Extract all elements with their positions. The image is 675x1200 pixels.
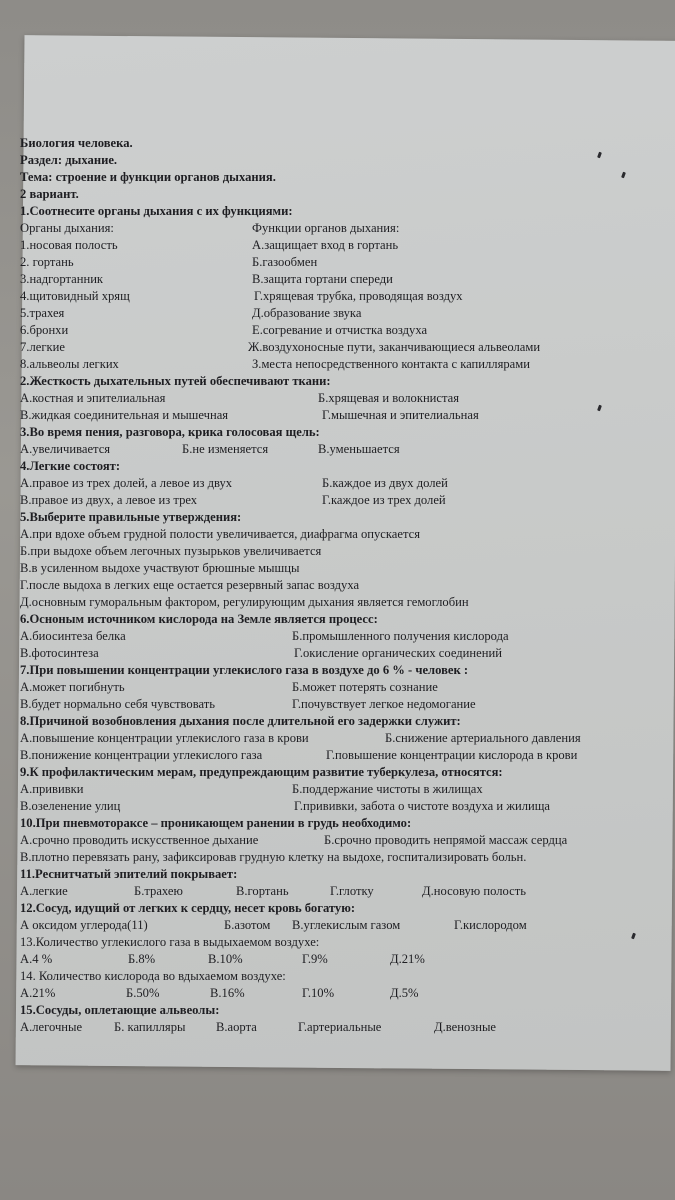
option-c: В.жидкая соединительная и мышечная	[20, 408, 229, 422]
doc-title: Биология человека.	[20, 136, 133, 150]
option-b: Б.каждое из двух долей	[322, 476, 448, 490]
option-a: А.21%	[20, 986, 56, 1000]
organ: 3.надгортанник	[20, 272, 104, 286]
option-d: Г.окисление органических соединений	[294, 646, 502, 660]
option-a: А оксидом углерода(11)	[20, 918, 148, 932]
q1-left-header: Органы дыхания:	[20, 221, 114, 235]
option-b: Б.азотом	[224, 918, 271, 932]
option-b: Б.не изменяется	[182, 442, 269, 456]
option-c: В.10%	[208, 952, 243, 966]
option-d: Г.10%	[302, 986, 335, 1000]
option-b: Б.трахею	[134, 884, 183, 898]
option-a: А.легкие	[20, 884, 68, 898]
organ: 5.трахея	[20, 306, 65, 320]
organ: 8.альвеолы легких	[20, 357, 119, 371]
option-e: Д.21%	[390, 952, 425, 966]
function: Ж.воздухоносные пути, заканчивающиеся альвеолами	[248, 340, 541, 354]
option-b: Б.снижение артериального давления	[385, 731, 581, 745]
option-a: А.прививки	[20, 782, 84, 796]
option-d: Г.прививки, забота о чистоте воздуха и жилища	[294, 799, 551, 813]
organ: 2. гортань	[20, 255, 74, 269]
option-c: В.углекислым газом	[292, 918, 401, 932]
option-c: В.16%	[210, 986, 245, 1000]
option-e: Д.венозные	[434, 1020, 497, 1034]
option-a: А.при вдохе объем грудной полости увеличивается, диафрагма опускается	[20, 527, 421, 541]
option-d: Г.каждое из трех долей	[322, 493, 446, 507]
question-1: 1.Соотнесите органы дыхания с их функциями:	[20, 204, 293, 218]
option-a: А.4 %	[20, 952, 53, 966]
option-e: Д.основным гуморальным фактором, регулирующим дыхания является гемоглобин	[20, 595, 469, 609]
question-8: 8.Причиной возобновления дыхания после длительной его задержки служит:	[20, 714, 461, 728]
option-b: Б.срочно проводить непрямой массаж сердца	[324, 833, 568, 847]
question-14: 14. Количество кислорода во вдыхаемом воздухе:	[20, 969, 286, 983]
question-5: 5.Выберите правильные утверждения:	[20, 510, 242, 524]
option-b: Б. капилляры	[114, 1020, 186, 1034]
option-d: Г.повышение концентрации кислорода в крови	[326, 748, 578, 762]
option-a: А.правое из трех долей, а левое из двух	[20, 476, 233, 490]
option-b: Б.поддержание чистоты в жилищах	[292, 782, 483, 796]
option-c: В.озеленение улиц	[20, 799, 121, 813]
question-12: 12.Сосуд, идущий от легких к сердцу, несет кровь богатую:	[20, 901, 356, 915]
organ: 4.щитовидный хрящ	[20, 289, 130, 303]
option-c: В.будет нормально себя чувствовать	[20, 697, 215, 711]
option-c: В.уменьшается	[318, 442, 400, 456]
question-4: 4.Легкие состоят:	[20, 459, 121, 473]
option-b: Б.промышленного получения кислорода	[292, 629, 509, 643]
option-a: А.может погибнуть	[20, 680, 125, 694]
option-d: Г.после выдоха в легких еще остается резервный запас воздуха	[20, 578, 360, 592]
question-11: 11.Реснитчатый эпителий покрывает:	[20, 867, 238, 881]
option-d: Г.9%	[302, 952, 328, 966]
organ: 7.легкие	[20, 340, 65, 354]
option-b: Б.хрящевая и волокнистая	[318, 391, 460, 405]
function: Е.согревание и отчистка воздуха	[252, 323, 428, 337]
question-10: 10.При пневмотораксе – проникающем ранении в грудь необходимо:	[20, 816, 412, 830]
organ: 1.носовая полость	[20, 238, 118, 252]
doc-variant: 2 вариант.	[20, 187, 79, 201]
q1-right-header: Функции органов дыхания:	[252, 221, 400, 235]
option-c: В.аорта	[216, 1020, 257, 1034]
option-b: Б.при выдохе объем легочных пузырьков увеличивается	[20, 544, 322, 558]
function: Г.хрящевая трубка, проводящая воздух	[254, 289, 463, 303]
function: З.места непосредственного контакта с капиллярами	[252, 357, 530, 371]
doc-section: Раздел: дыхание.	[20, 153, 118, 167]
option-c: В.плотно перевязать рану, зафиксировав грудную клетку на выдохе, госпитализировать больн.	[20, 850, 527, 864]
option-d: Г.кислородом	[454, 918, 527, 932]
option-b: Б.может потерять сознание	[292, 680, 438, 694]
option-a: А.биосинтеза белка	[20, 629, 126, 643]
option-b: Б.50%	[126, 986, 160, 1000]
option-b: Б.8%	[128, 952, 156, 966]
option-a: А.повышение концентрации углекислого газа в крови	[20, 731, 309, 745]
option-a: А.срочно проводить искусственное дыхание	[20, 833, 259, 847]
option-e: Д.носовую полость	[422, 884, 526, 898]
function: Б.газообмен	[252, 255, 318, 269]
question-2: 2.Жесткость дыхательных путей обеспечивают ткани:	[20, 374, 331, 388]
function: Д.образование звука	[252, 306, 362, 320]
option-c: В.правое из двух, а левое из трех	[20, 493, 198, 507]
option-d: Г.артериальные	[298, 1020, 382, 1034]
function: А.защищает вход в гортань	[252, 238, 399, 252]
option-d: Г.почувствует легкое недомогание	[292, 697, 476, 711]
option-c: В.гортань	[236, 884, 289, 898]
question-13: 13.Количество углекислого газа в выдыхаемом воздухе:	[20, 935, 320, 949]
option-a: А.легочные	[20, 1020, 83, 1034]
option-c: В.в усиленном выдохе участвуют брюшные мышцы	[20, 561, 300, 575]
function: В.защита гортани спереди	[252, 272, 393, 286]
option-a: А.увеличивается	[20, 442, 111, 456]
option-a: А.костная и эпителиальная	[20, 391, 166, 405]
option-d: Г.мышечная и эпителиальная	[322, 408, 479, 422]
question-3: 3.Во время пения, разговора, крика голосовая щель:	[20, 425, 320, 439]
question-9: 9.К профилактическим мерам, предупреждающим развитие туберкулеза, относятся:	[20, 765, 503, 779]
organ: 6.бронхи	[20, 323, 69, 337]
question-7: 7.При повышении концентрации углекислого газа в воздухе до 6 % - человек :	[20, 663, 469, 677]
option-c: В.понижение концентрации углекислого газа	[20, 748, 263, 762]
question-15: 15.Сосуды, оплетающие альвеолы:	[20, 1003, 220, 1017]
option-d: Г.глотку	[330, 884, 374, 898]
option-c: В.фотосинтеза	[20, 646, 99, 660]
doc-topic: Тема: строение и функции органов дыхания.	[20, 170, 276, 184]
option-e: Д.5%	[390, 986, 419, 1000]
question-6: 6.Осноным источником кислорода на Земле является процесс:	[20, 612, 378, 626]
